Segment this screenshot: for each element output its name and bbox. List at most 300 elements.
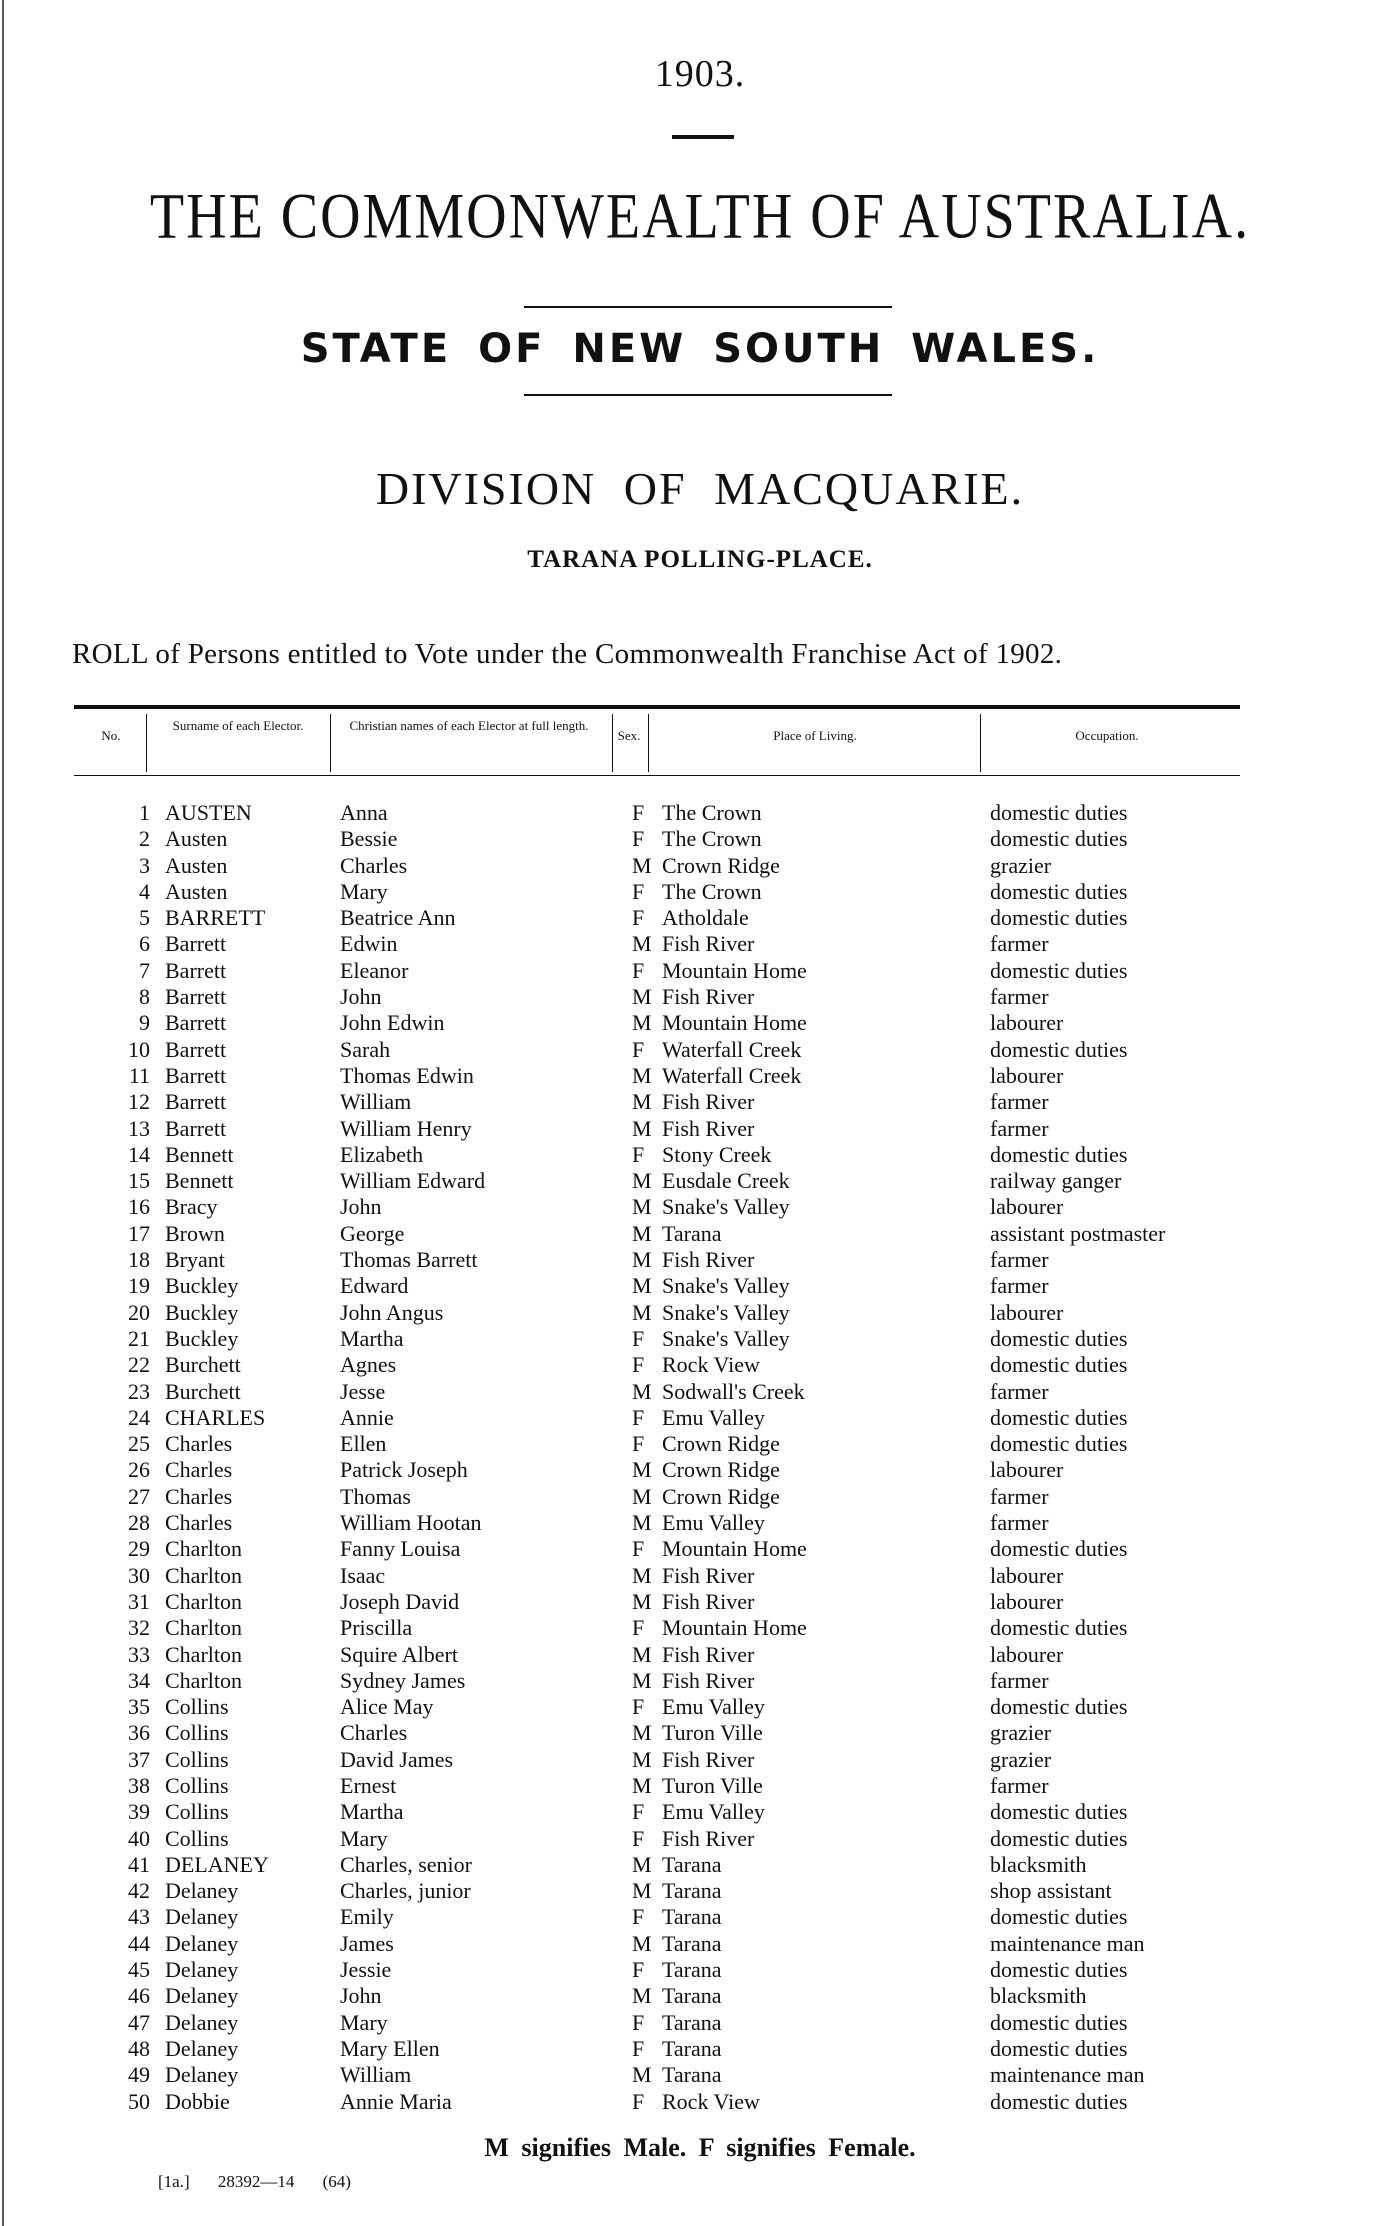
- elector-place-of-living: Fish River: [662, 984, 755, 1010]
- elector-sex: F: [632, 1036, 645, 1062]
- elector-christian-names: Thomas: [340, 1483, 411, 1509]
- elector-place-of-living: Snake's Valley: [662, 1299, 790, 1325]
- elector-place-of-living: Tarana: [662, 1930, 722, 1956]
- elector-number: 9: [139, 1010, 150, 1036]
- elector-place-of-living: Mountain Home: [662, 1010, 807, 1036]
- elector-sex: M: [632, 1746, 652, 1772]
- elector-christian-names: William Henry: [340, 1115, 472, 1141]
- elector-occupation: domestic duties: [990, 1404, 1128, 1430]
- elector-number: 17: [128, 1220, 150, 1246]
- elector-surname: Charles: [165, 1457, 233, 1483]
- elector-occupation: domestic duties: [990, 1431, 1128, 1457]
- elector-number: 12: [128, 1089, 150, 1115]
- elector-place-of-living: Fish River: [662, 1588, 755, 1614]
- table-row: [0, 1168, 1382, 1194]
- elector-sex: F: [632, 1141, 645, 1167]
- elector-place-of-living: Mountain Home: [662, 1615, 807, 1641]
- table-row: [0, 1563, 1382, 1589]
- column-header-surname: Surname of each Elector.: [172, 718, 304, 733]
- elector-occupation: domestic duties: [990, 2035, 1128, 2061]
- elector-sex: M: [632, 1457, 652, 1483]
- elector-place-of-living: Tarana: [662, 2035, 722, 2061]
- elector-christian-names: Charles: [340, 852, 408, 878]
- table-row: [0, 826, 1382, 852]
- elector-occupation: grazier: [990, 1720, 1052, 1746]
- elector-occupation: farmer: [990, 1483, 1049, 1509]
- document-title: THE COMMONWEALTH OF AUSTRALIA.: [149, 181, 1251, 253]
- elector-sex: F: [632, 1904, 645, 1930]
- elector-surname: Barrett: [165, 931, 227, 957]
- elector-sex: M: [632, 1667, 652, 1693]
- table-row: [0, 1983, 1382, 2009]
- column-divider: [330, 714, 331, 772]
- elector-occupation: shop assistant: [990, 1878, 1112, 1904]
- elector-sex: F: [632, 878, 645, 904]
- elector-occupation: domestic duties: [990, 1615, 1128, 1641]
- year: 1903.: [654, 53, 746, 95]
- elector-occupation: labourer: [990, 1562, 1064, 1588]
- table-row: [0, 1273, 1382, 1299]
- elector-christian-names: George: [340, 1220, 405, 1246]
- elector-occupation: farmer: [990, 1273, 1049, 1299]
- elector-place-of-living: The Crown: [662, 800, 762, 825]
- elector-number: 5: [139, 905, 150, 931]
- elector-surname: Delaney: [165, 1957, 239, 1983]
- column-header-no: No.: [101, 728, 121, 743]
- elector-number: 8: [139, 984, 150, 1010]
- elector-christian-names: Beatrice Ann: [340, 905, 456, 931]
- table-row: [0, 1352, 1382, 1378]
- elector-number: 39: [128, 1799, 150, 1825]
- elector-place-of-living: Turon Ville: [662, 1720, 763, 1746]
- table-row: [0, 984, 1382, 1010]
- elector-occupation: labourer: [990, 1641, 1064, 1667]
- elector-occupation: maintenance man: [990, 1930, 1145, 1956]
- elector-number: 43: [128, 1904, 150, 1930]
- elector-occupation: domestic duties: [990, 1799, 1128, 1825]
- elector-christian-names: Sarah: [340, 1036, 391, 1062]
- table-row: [0, 2089, 1382, 2115]
- elector-christian-names: Bessie: [340, 826, 398, 852]
- elector-surname: CHARLES: [165, 1404, 266, 1430]
- elector-christian-names: Jesse: [340, 1378, 386, 1404]
- elector-place-of-living: Atholdale: [662, 905, 749, 931]
- elector-place-of-living: Tarana: [662, 2009, 722, 2035]
- elector-christian-names: Agnes: [340, 1352, 397, 1378]
- electors-list: [0, 800, 1382, 2115]
- elector-christian-names: Elizabeth: [340, 1141, 424, 1167]
- elector-number: 36: [128, 1720, 150, 1746]
- elector-place-of-living: Snake's Valley: [662, 1325, 790, 1351]
- elector-place-of-living: Fish River: [662, 1746, 755, 1772]
- elector-sex: F: [632, 2088, 645, 2114]
- elector-sex: F: [632, 800, 645, 825]
- table-row: [0, 1379, 1382, 1405]
- elector-surname: Bennett: [165, 1141, 234, 1167]
- elector-christian-names: Anna: [340, 800, 388, 825]
- elector-surname: Austen: [165, 826, 228, 852]
- table-row: [0, 1326, 1382, 1352]
- elector-sex: M: [632, 984, 652, 1010]
- elector-number: 10: [128, 1036, 150, 1062]
- elector-sex: F: [632, 1825, 645, 1851]
- elector-place-of-living: Crown Ridge: [662, 852, 780, 878]
- elector-occupation: farmer: [990, 931, 1049, 957]
- elector-place-of-living: The Crown: [662, 878, 762, 904]
- elector-occupation: labourer: [990, 1299, 1064, 1325]
- elector-christian-names: Annie: [340, 1404, 394, 1430]
- elector-occupation: domestic duties: [990, 800, 1128, 825]
- elector-occupation: domestic duties: [990, 1694, 1128, 1720]
- elector-surname: Barrett: [165, 1036, 227, 1062]
- elector-christian-names: William: [340, 2062, 412, 2088]
- elector-sex: M: [632, 2062, 652, 2088]
- elector-sex: F: [632, 1694, 645, 1720]
- table-row: [0, 853, 1382, 879]
- column-header-sex: Sex.: [617, 728, 641, 743]
- elector-number: 42: [128, 1878, 150, 1904]
- elector-surname: Collins: [165, 1772, 229, 1798]
- elector-occupation: farmer: [990, 1247, 1049, 1273]
- elector-surname: Collins: [165, 1694, 229, 1720]
- elector-occupation: domestic duties: [990, 957, 1128, 983]
- elector-occupation: domestic duties: [990, 2088, 1128, 2114]
- elector-surname: Austen: [165, 878, 228, 904]
- elector-surname: Buckley: [165, 1299, 239, 1325]
- elector-number: 49: [128, 2062, 150, 2088]
- column-divider: [648, 714, 649, 772]
- elector-occupation: labourer: [990, 1457, 1064, 1483]
- table-row: [0, 1431, 1382, 1457]
- elector-sex: F: [632, 2009, 645, 2035]
- elector-occupation: domestic duties: [990, 1325, 1128, 1351]
- elector-surname: Charles: [165, 1431, 233, 1457]
- elector-christian-names: Emily: [340, 1904, 394, 1930]
- elector-surname: Austen: [165, 852, 228, 878]
- table-row: [0, 2036, 1382, 2062]
- elector-sex: M: [632, 852, 652, 878]
- elector-number: 18: [128, 1247, 150, 1273]
- elector-number: 13: [128, 1115, 150, 1141]
- elector-occupation: labourer: [990, 1194, 1064, 1220]
- elector-surname: Burchett: [165, 1378, 241, 1404]
- elector-occupation: blacksmith: [990, 1983, 1087, 2009]
- elector-place-of-living: Fish River: [662, 931, 755, 957]
- elector-surname: Delaney: [165, 1878, 239, 1904]
- elector-surname: AUSTEN: [165, 800, 252, 825]
- elector-christian-names: Charles: [340, 1720, 408, 1746]
- elector-sex: M: [632, 1983, 652, 2009]
- elector-christian-names: William Hootan: [340, 1510, 482, 1536]
- elector-occupation: labourer: [990, 1588, 1064, 1614]
- elector-occupation: grazier: [990, 1746, 1052, 1772]
- elector-christian-names: Ellen: [340, 1431, 387, 1457]
- elector-sex: M: [632, 1115, 652, 1141]
- elector-number: 15: [128, 1168, 150, 1194]
- table-row: [0, 1589, 1382, 1615]
- elector-sex: M: [632, 1851, 652, 1877]
- elector-christian-names: David James: [340, 1746, 454, 1772]
- elector-place-of-living: Emu Valley: [662, 1799, 765, 1825]
- table-row: [0, 1510, 1382, 1536]
- elector-occupation: farmer: [990, 984, 1049, 1010]
- elector-surname: Barrett: [165, 1115, 227, 1141]
- elector-number: 23: [128, 1378, 150, 1404]
- elector-surname: Charles: [165, 1483, 233, 1509]
- elector-number: 35: [128, 1694, 150, 1720]
- elector-occupation: domestic duties: [990, 1904, 1128, 1930]
- elector-number: 6: [139, 931, 150, 957]
- table-row: [0, 1931, 1382, 1957]
- elector-surname: Bracy: [165, 1194, 218, 1220]
- elector-surname: Charlton: [165, 1588, 242, 1614]
- elector-number: 1: [139, 800, 150, 825]
- elector-number: 41: [128, 1851, 150, 1877]
- elector-christian-names: Isaac: [340, 1562, 386, 1588]
- elector-occupation: assistant postmaster: [990, 1220, 1166, 1246]
- elector-sex: M: [632, 1483, 652, 1509]
- table-row: [0, 1536, 1382, 1562]
- elector-surname: DELANEY: [165, 1851, 269, 1877]
- table-row: [0, 1747, 1382, 1773]
- elector-sex: F: [632, 826, 645, 852]
- table-top-rule: [74, 705, 1240, 709]
- elector-number: 25: [128, 1431, 150, 1457]
- elector-christian-names: John: [340, 984, 382, 1010]
- elector-place-of-living: Mountain Home: [662, 1536, 807, 1562]
- elector-number: 44: [128, 1930, 150, 1956]
- elector-sex: M: [632, 1194, 652, 1220]
- elector-christian-names: Sydney James: [340, 1667, 466, 1693]
- elector-surname: Buckley: [165, 1273, 239, 1299]
- elector-surname: Delaney: [165, 1904, 239, 1930]
- elector-place-of-living: Fish River: [662, 1641, 755, 1667]
- elector-place-of-living: Stony Creek: [662, 1141, 772, 1167]
- table-row: [0, 1694, 1382, 1720]
- elector-number: 26: [128, 1457, 150, 1483]
- table-row: [0, 2010, 1382, 2036]
- elector-sex: F: [632, 1799, 645, 1825]
- elector-occupation: domestic duties: [990, 1536, 1128, 1562]
- elector-sex: M: [632, 1010, 652, 1036]
- elector-number: 34: [128, 1667, 150, 1693]
- elector-place-of-living: Snake's Valley: [662, 1194, 790, 1220]
- elector-christian-names: William Edward: [340, 1168, 486, 1194]
- elector-place-of-living: Tarana: [662, 1983, 722, 2009]
- elector-occupation: farmer: [990, 1772, 1049, 1798]
- elector-christian-names: Priscilla: [340, 1615, 413, 1641]
- elector-surname: Delaney: [165, 1983, 239, 2009]
- table-row: [0, 958, 1382, 984]
- table-row: [0, 1799, 1382, 1825]
- elector-number: 32: [128, 1615, 150, 1641]
- elector-sex: M: [632, 1720, 652, 1746]
- elector-sex: M: [632, 1588, 652, 1614]
- print-reference: [158, 2172, 351, 2192]
- elector-christian-names: William: [340, 1089, 412, 1115]
- elector-surname: Delaney: [165, 2062, 239, 2088]
- table-row: [0, 1668, 1382, 1694]
- elector-sex: M: [632, 1299, 652, 1325]
- elector-sex: F: [632, 957, 645, 983]
- elector-place-of-living: Mountain Home: [662, 957, 807, 983]
- elector-place-of-living: Waterfall Creek: [662, 1062, 802, 1088]
- table-row: [0, 1878, 1382, 1904]
- elector-christian-names: Charles, senior: [340, 1851, 472, 1877]
- elector-place-of-living: Rock View: [662, 1352, 760, 1378]
- elector-place-of-living: Crown Ridge: [662, 1431, 780, 1457]
- elector-christian-names: John: [340, 1194, 382, 1220]
- elector-number: 20: [128, 1299, 150, 1325]
- table-row: [0, 1010, 1382, 1036]
- elector-sex: F: [632, 1536, 645, 1562]
- elector-occupation: grazier: [990, 852, 1052, 878]
- elector-surname: Charlton: [165, 1536, 242, 1562]
- table-row: [0, 905, 1382, 931]
- table-row: [0, 1457, 1382, 1483]
- elector-surname: Charlton: [165, 1562, 242, 1588]
- divider-dash: [672, 135, 734, 139]
- elector-surname: Collins: [165, 1720, 229, 1746]
- elector-sex: F: [632, 1325, 645, 1351]
- elector-christian-names: Mary: [340, 1825, 388, 1851]
- elector-sex: M: [632, 1062, 652, 1088]
- elector-occupation: railway ganger: [990, 1168, 1122, 1194]
- table-row: [0, 1615, 1382, 1641]
- elector-surname: BARRETT: [165, 905, 266, 931]
- elector-christian-names: Jessie: [340, 1957, 392, 1983]
- elector-occupation: domestic duties: [990, 878, 1128, 904]
- state-heading: STATE OF NEW SOUTH WALES.: [300, 326, 1100, 372]
- elector-place-of-living: Sodwall's Creek: [662, 1378, 805, 1404]
- elector-surname: Charlton: [165, 1615, 242, 1641]
- elector-surname: Barrett: [165, 1089, 227, 1115]
- column-header-christian: Christian names of each Elector at full length.: [349, 718, 589, 733]
- elector-sex: F: [632, 905, 645, 931]
- elector-number: 28: [128, 1510, 150, 1536]
- elector-sex: F: [632, 2035, 645, 2061]
- elector-surname: Delaney: [165, 2009, 239, 2035]
- elector-christian-names: Martha: [340, 1325, 404, 1351]
- column-divider: [612, 714, 613, 772]
- elector-sex: M: [632, 1878, 652, 1904]
- elector-number: 4: [139, 878, 150, 904]
- elector-surname: Bennett: [165, 1168, 234, 1194]
- elector-surname: Dobbie: [165, 2088, 230, 2114]
- elector-occupation: domestic duties: [990, 1352, 1128, 1378]
- elector-number: 30: [128, 1562, 150, 1588]
- table-row: [0, 1300, 1382, 1326]
- elector-place-of-living: Tarana: [662, 1851, 722, 1877]
- elector-sex: M: [632, 1247, 652, 1273]
- elector-occupation: domestic duties: [990, 1825, 1128, 1851]
- column-divider: [146, 714, 147, 772]
- elector-surname: Delaney: [165, 2035, 239, 2061]
- table-row: [0, 1142, 1382, 1168]
- elector-number: 48: [128, 2035, 150, 2061]
- elector-christian-names: Thomas Edwin: [340, 1062, 474, 1088]
- sex-legend: M signifies Male. F signifies Female.: [484, 2133, 916, 2162]
- elector-place-of-living: Emu Valley: [662, 1404, 765, 1430]
- elector-occupation: domestic duties: [990, 1957, 1128, 1983]
- print-number: 28392—14 (64): [217, 2172, 351, 2191]
- print-mark: [1a.]: [158, 2172, 190, 2191]
- table-row: [0, 1904, 1382, 1930]
- table-row: [0, 931, 1382, 957]
- elector-sex: F: [632, 1404, 645, 1430]
- elector-number: 19: [128, 1273, 150, 1299]
- table-row: [0, 2062, 1382, 2088]
- table-row: [0, 1116, 1382, 1142]
- elector-number: 27: [128, 1483, 150, 1509]
- elector-number: 50: [128, 2088, 150, 2114]
- table-row: [0, 1247, 1382, 1273]
- elector-number: 29: [128, 1536, 150, 1562]
- polling-place-heading: TARANA POLLING-PLACE.: [527, 546, 873, 573]
- table-row: [0, 1194, 1382, 1220]
- elector-occupation: maintenance man: [990, 2062, 1145, 2088]
- elector-occupation: labourer: [990, 1010, 1064, 1036]
- table-row: [0, 1852, 1382, 1878]
- elector-place-of-living: Tarana: [662, 1878, 722, 1904]
- elector-christian-names: John Edwin: [340, 1010, 445, 1036]
- elector-christian-names: Thomas Barrett: [340, 1247, 478, 1273]
- elector-occupation: domestic duties: [990, 2009, 1128, 2035]
- elector-sex: M: [632, 1378, 652, 1404]
- elector-occupation: blacksmith: [990, 1851, 1087, 1877]
- elector-place-of-living: Tarana: [662, 2062, 722, 2088]
- elector-place-of-living: Fish River: [662, 1247, 755, 1273]
- elector-place-of-living: Fish River: [662, 1089, 755, 1115]
- division-heading: DIVISION OF MACQUARIE.: [375, 463, 1025, 514]
- table-row: [0, 1089, 1382, 1115]
- table-row: [0, 1037, 1382, 1063]
- elector-sex: F: [632, 1615, 645, 1641]
- elector-place-of-living: Eusdale Creek: [662, 1168, 790, 1194]
- elector-christian-names: Fanny Louisa: [340, 1536, 461, 1562]
- table-row: [0, 1063, 1382, 1089]
- elector-occupation: domestic duties: [990, 1036, 1128, 1062]
- elector-surname: Delaney: [165, 1930, 239, 1956]
- elector-place-of-living: Waterfall Creek: [662, 1036, 802, 1062]
- elector-christian-names: Martha: [340, 1799, 404, 1825]
- column-header-occupation: Occupation.: [1075, 728, 1139, 743]
- elector-sex: M: [632, 1168, 652, 1194]
- elector-place-of-living: Crown Ridge: [662, 1457, 780, 1483]
- elector-occupation: farmer: [990, 1115, 1049, 1141]
- elector-place-of-living: Tarana: [662, 1904, 722, 1930]
- elector-surname: Collins: [165, 1825, 229, 1851]
- column-divider: [980, 714, 981, 772]
- elector-christian-names: John Angus: [340, 1299, 444, 1325]
- elector-sex: M: [632, 1220, 652, 1246]
- elector-place-of-living: Emu Valley: [662, 1510, 765, 1536]
- elector-surname: Brown: [165, 1220, 225, 1246]
- elector-number: 45: [128, 1957, 150, 1983]
- elector-place-of-living: Fish River: [662, 1667, 755, 1693]
- divider-rule: [524, 306, 892, 308]
- table-row: [0, 1221, 1382, 1247]
- elector-number: 46: [128, 1983, 150, 2009]
- elector-occupation: farmer: [990, 1378, 1049, 1404]
- table-row: [0, 1405, 1382, 1431]
- elector-place-of-living: Tarana: [662, 1220, 722, 1246]
- elector-sex: F: [632, 1957, 645, 1983]
- column-header-place: Place of Living.: [773, 728, 857, 743]
- table-row: [0, 1957, 1382, 1983]
- elector-number: 40: [128, 1825, 150, 1851]
- elector-number: 2: [139, 826, 150, 852]
